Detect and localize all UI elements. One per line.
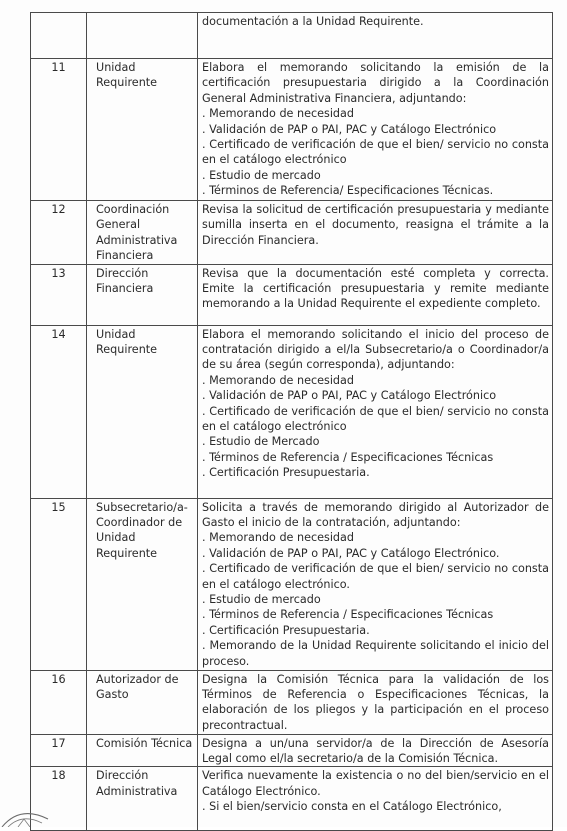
activity-description-cell: [198, 734, 553, 767]
table-row: [31, 13, 553, 59]
activity-description-line: . Estudio de mercado: [202, 593, 321, 607]
stamp-seal-fragment: [0, 797, 50, 827]
step-number: 17: [31, 734, 87, 767]
step-number: 15: [31, 498, 87, 670]
responsible-line: Financiera: [96, 282, 154, 296]
table-row: [31, 59, 553, 201]
activity-description-line: . Certificado de verificación de que el bien/ servicio no consta en el catálogo electrónico: [202, 138, 549, 167]
activity-description-line: . Certificado de verificación de que el bien/ servicio no consta en el catálogo electrónico.: [202, 562, 549, 591]
responsible-line: Administrativa: [96, 233, 178, 247]
table-row: [31, 498, 553, 670]
activity-description-line: Revisa la solicitud de certificación presupuestaria y mediante sumilla inserta en el documento, reasigna el trámite a la Dirección Financiera.: [202, 203, 549, 247]
activity-description-line: Designa la Comisión Técnica para la validación de los Términos de Referencia o Especificaciones Técnicas, la elaboración de los pliegos y la participación en el proceso precontractual.: [202, 672, 549, 732]
table-row: [31, 201, 553, 265]
activity-description-cell: [198, 59, 553, 201]
responsible-cell: [87, 498, 198, 670]
activity-description-cell: [198, 325, 553, 498]
responsible-cell: [87, 201, 198, 265]
activity-description-line: Designa a un/una servidor/a de la Dirección de Asesoría Legal como el/la secretario/a de la Comisión Técnica.: [202, 736, 549, 766]
responsible-line: Subsecretario/a-: [96, 500, 188, 514]
activity-description-line: documentación a la Unidad Requirente.: [202, 15, 424, 28]
activity-description-cell: [198, 201, 553, 265]
activity-description-line: . Memorando de necesidad: [202, 531, 354, 545]
responsible-line: Dirección: [96, 769, 149, 783]
responsible-cell: [87, 264, 198, 325]
activity-description-line: . Certificado de verificación de que el bien/ servicio no consta en el catálogo electrónico: [202, 404, 549, 434]
step-number: 16: [31, 670, 87, 734]
activity-description-line: Verifica nuevamente la existencia o no del bien/servicio en el Catálogo Electrónico.: [202, 769, 549, 798]
responsible-line: Unidad: [96, 327, 136, 341]
responsible-cell: [87, 59, 198, 201]
responsible-line: Requirente: [96, 343, 158, 357]
responsible-line: Financiera: [96, 249, 154, 263]
activity-description-line: Revisa que la documentación esté completa y correcta. Emite la certificación presupuestaria y remite mediante memorando a la Unidad Requirente el expediente completo.: [202, 266, 549, 311]
activity-description-line: . Validación de PAP o PAI, PAC y Catálogo Electrónico: [202, 389, 497, 403]
activity-description-cell: [198, 264, 553, 325]
step-number: 14: [31, 325, 87, 498]
process-table: [30, 12, 553, 831]
activity-description-line: Solicita a través de memorando dirigido al Autorizador de Gasto el inicio de la contratación, adjuntando:: [202, 500, 549, 530]
activity-description-line: Elabora el memorando solicitando la emisión de la certificación presupuestaria dirigido a la Coordinación General Administrativa Financiera, adjuntando:: [202, 61, 549, 105]
responsible-line: Coordinación: [96, 203, 170, 216]
activity-description-cell: [198, 498, 553, 670]
responsible-cell: [87, 767, 198, 831]
responsible-line: General: [96, 218, 141, 232]
table-row: [31, 325, 553, 498]
responsible-line: Unidad: [96, 61, 136, 74]
table-row: [31, 670, 553, 734]
responsible-line: Dirección: [96, 266, 149, 280]
responsible-line: Autorizador de: [96, 672, 179, 686]
table-row: [31, 264, 553, 325]
activity-description-line: . Términos de Referencia / Especificaciones Técnicas: [202, 608, 494, 622]
responsible-line: Gasto: [96, 688, 129, 702]
responsible-line: Unidad: [96, 531, 136, 545]
responsible-cell: [87, 13, 198, 59]
table-row: [31, 767, 553, 831]
activity-description-cell: [198, 670, 553, 734]
activity-description-line: . Certificación Presupuestaria.: [202, 466, 370, 480]
activity-description-line: . Validación de PAP o PAI, PAC y Catálogo Electrónico: [202, 122, 497, 136]
activity-description-line: . Términos de Referencia / Especificaciones Técnicas: [202, 450, 494, 464]
responsible-cell: [87, 670, 198, 734]
step-number: [31, 13, 87, 59]
responsible-cell: [87, 734, 198, 767]
activity-description-line: . Memorando de necesidad: [202, 373, 354, 387]
activity-description-line: . Estudio de Mercado: [202, 435, 320, 449]
step-number: 18: [31, 767, 87, 831]
activity-description-line: . Estudio de mercado: [202, 168, 321, 182]
activity-description-line: . Certificación Presupuestaria.: [202, 623, 370, 637]
activity-description-cell: [198, 767, 553, 831]
responsible-line: Comisión Técnica: [96, 736, 193, 750]
responsible-cell: [87, 325, 198, 498]
activity-description-line: . Términos de Referencia/ Especificaciones Técnicas.: [202, 184, 494, 198]
step-number: 13: [31, 264, 87, 325]
activity-description-cell: [198, 13, 553, 59]
responsible-line: Requirente: [96, 76, 158, 90]
activity-description-line: . Memorando de necesidad: [202, 107, 354, 121]
table-row: [31, 734, 553, 767]
activity-description-line: . Memorando de la Unidad Requirente solicitando el inicio del proceso.: [202, 639, 549, 668]
responsible-line: Coordinador de: [96, 516, 183, 530]
step-number: 12: [31, 201, 87, 265]
activity-description-line: . Validación de PAP o PAI, PAC y Catálogo Electrónico.: [202, 546, 500, 560]
activity-description-line: . Si el bien/servicio consta en el Catálogo Electrónico,: [202, 800, 502, 814]
step-number: 11: [31, 59, 87, 201]
responsible-line: Administrativa: [96, 784, 178, 798]
activity-description-line: Elabora el memorando solicitando el inicio del proceso de contratación dirigido a el/la Subsecretario/a o Coordinador/a de su área (según corresponda), adjuntando:: [202, 327, 549, 372]
responsible-line: Requirente: [96, 546, 158, 560]
